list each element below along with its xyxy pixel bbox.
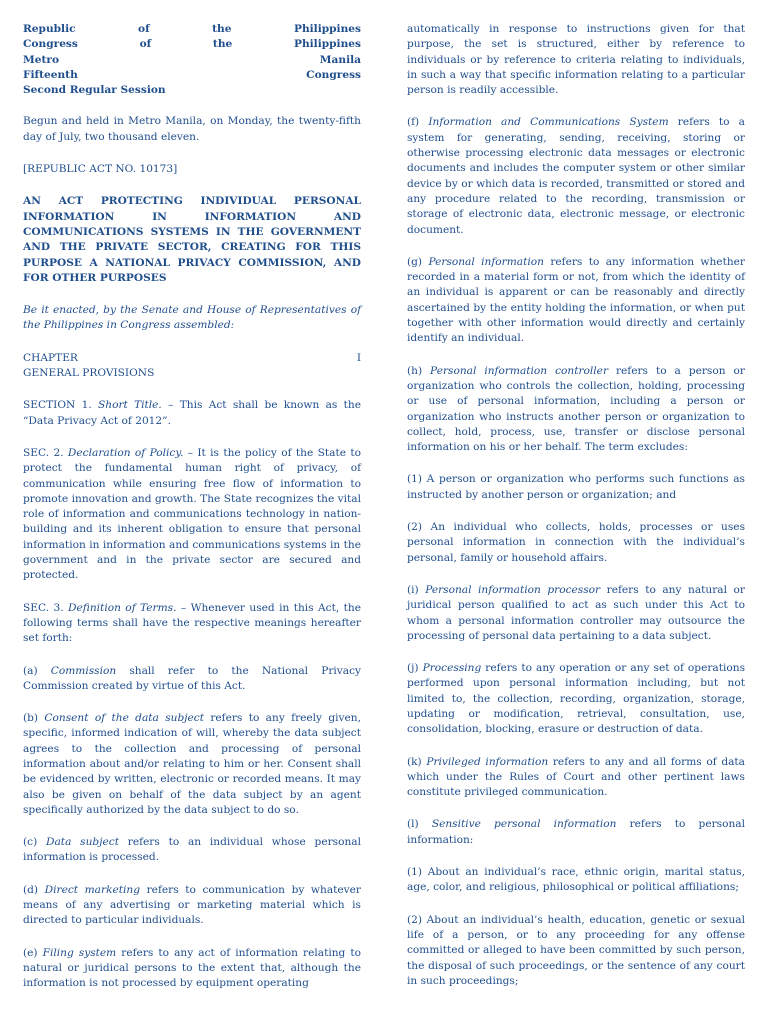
definition-term: Data subject (46, 836, 119, 849)
enacting-clause: Be it enacted, by the Senate and House of Representatives of the Philippines in Congress assembled: (23, 304, 361, 332)
definition-c (23, 835, 361, 866)
definition-f (407, 115, 745, 237)
section-body: – Whenever used in this Act, the following terms shall have the respective meanings hereafter set forth: (23, 601, 361, 645)
header-word: Manila (319, 53, 361, 66)
definition-lead: (j) (407, 662, 423, 675)
header-word: the (212, 38, 233, 51)
section-1 (23, 398, 361, 429)
section-lead: SEC. 2. (23, 446, 68, 459)
definition-e (23, 946, 361, 992)
section-body: – It is the policy of the State to protect the fundamental human right of privacy, of communication while ensuring free flow of information to promote innovation and growth. The State recognizes the vital role of information and communications technology in nation-building and its inherent obligation to ensure that personal information in information and communications systems in the government and in the private sector are secured and protected. (23, 446, 361, 582)
header-line (23, 37, 361, 52)
definition-term: Information and Communications System (428, 116, 669, 129)
definition-j (407, 661, 745, 737)
definition-lead: (c) (23, 836, 46, 849)
header-word: Philippines (293, 38, 361, 51)
definition-lead: (a) (23, 664, 51, 677)
definition-body: refers to any act of information relating to natural or juridical persons to the extent that, although the information is not processed by equipment operating (23, 946, 362, 990)
definition-term: Consent of the data subject (44, 712, 204, 725)
definition-l-item-1: (1) About an individual’s race, ethnic origin, marital status, age, color, and religious, philosophical or political affiliations; (407, 866, 745, 894)
definition-l-item-2: (2) About an individual’s health, education, genetic or sexual life of a person, or to any proceeding for any offense committed or alleged to have been committed by such person, the disposal of such proceedings, or the sentence of any court in such proceedings; (407, 913, 745, 987)
definition-lead: (k) (407, 755, 427, 768)
definition-term: Filing system (42, 946, 117, 959)
header-word: Republic (23, 23, 76, 35)
definition-body: refers to personal information: (407, 818, 746, 846)
chapter-line (23, 351, 361, 366)
header-session: Second Regular Session (23, 84, 166, 97)
definition-term: Direct marketing (44, 883, 141, 896)
section-body: – This Act shall be known as the “Data Privacy Act of 2012”. (23, 399, 361, 427)
definition-term: Sensitive personal information (431, 818, 617, 831)
definition-lead: (h) (407, 364, 431, 377)
chapter-heading (23, 351, 361, 382)
section-lead: SECTION 1. (23, 399, 98, 412)
definition-body: shall refer to the National Privacy Commission created by virtue of this Act. (23, 664, 361, 692)
definition-lead: (f) (407, 116, 429, 129)
document-header (23, 22, 361, 98)
definition-body: refers to any natural or juridical person qualified to act as such under this Act to whom a personal information controller may outsource the processing of personal data pertaining to a data subject. (407, 583, 745, 642)
definition-e-continued: automatically in response to instructions given for that purpose, the set is structured, either by reference to individuals or by reference to criteria relating to individuals, in such a way that specific information relating to a particular person is readily accessible. (407, 23, 745, 97)
begun-paragraph: Begun and held in Metro Manila, on Monday, the twenty-fifth day of July, two thousand eleven. (23, 115, 361, 143)
header-line (23, 53, 361, 68)
definition-term: Personal information (428, 255, 544, 268)
definition-l (407, 817, 745, 848)
definition-lead: (d) (23, 883, 45, 896)
header-word: the (212, 23, 232, 35)
section-heading: Short Title. (98, 399, 162, 412)
right-column (407, 22, 745, 1006)
definition-body: refers to a system for generating, sending, receiving, storing or otherwise processing electronic data messages or electronic documents and includes the computer system or other similar device by or which data is recorded, transmitted or stored and any procedure related to the recording, transmission or storage of electronic data, electronic message, or electronic document. (407, 116, 745, 236)
header-word: Congress (306, 68, 361, 81)
definition-h-item-2: (2) An individual who collects, holds, processes or uses personal information in connection with the individual’s personal, family or household affairs. (407, 521, 745, 564)
definition-term: Personal information processor (425, 583, 601, 596)
definition-lead: (l) (407, 818, 432, 831)
definition-term: Privileged information (426, 755, 549, 768)
definition-lead: (b) (23, 712, 45, 725)
section-2 (23, 446, 361, 584)
definition-term: Personal information controller (430, 364, 609, 377)
definition-term: Processing (422, 662, 482, 675)
header-word: of (138, 23, 150, 35)
definition-body: refers to any information whether recorded in a material form or not, from which the identity of an individual is apparent or can be reasonably and directly ascertained by the entity holding the information, or when put together with other information would directly and certainly identify an individual. (407, 255, 745, 345)
definition-term: Commission (50, 664, 117, 677)
definition-h (407, 364, 745, 456)
definition-g (407, 255, 745, 347)
definition-body: refers to any and all forms of data which under the Rules of Court and other pertinent laws constitute privileged communication. (407, 755, 745, 799)
definition-lead: (e) (23, 946, 43, 959)
definition-d (23, 883, 361, 929)
definition-a (23, 664, 361, 695)
header-word: Congress (23, 38, 78, 51)
header-word: Metro (23, 53, 60, 66)
header-word: Fifteenth (23, 68, 78, 81)
definition-lead: (g) (407, 255, 429, 268)
section-heading: Declaration of Policy. (67, 446, 184, 459)
chapter-name: GENERAL PROVISIONS (23, 367, 155, 380)
header-line (23, 22, 361, 37)
left-column (23, 22, 361, 1009)
section-heading: Definition of Terms. (68, 601, 177, 614)
definition-h-item-1: (1) A person or organization who performs such functions as instructed by another person or organization; and (407, 473, 745, 501)
header-line (23, 68, 361, 83)
republic-act-number: [REPUBLIC ACT NO. 10173] (23, 163, 178, 176)
section-3 (23, 601, 361, 647)
header-word: of (139, 38, 152, 51)
definition-lead: (i) (407, 583, 426, 596)
definition-body: refers to a person or organization who controls the collection, holding, processing or use of personal information, including a person or organization who instructs another person or organization to collect, hold, process, use, transfer or disclose personal information on his or her behalf. The term excludes: (407, 364, 745, 454)
chapter-label: CHAPTER (23, 351, 78, 364)
definition-body: refers to any operation or any set of operations performed upon personal information including, but not limited to, the collection, recording, organization, storage, updating or modification, retrieval, consultation, use, consolidation, blocking, erasure or destruction of data. (407, 662, 746, 736)
definition-k (407, 755, 745, 801)
chapter-number: I (356, 351, 361, 364)
definition-b (23, 711, 361, 818)
header-word: Philippines (293, 23, 361, 35)
act-title: AN ACT PROTECTING INDIVIDUAL PERSONAL INFORMATION IN INFORMATION AND COMMUNICATIONS SYSTEMS IN THE GOVERNMENT AND THE PRIVATE SECTOR, CREATING FOR THIS PURPOSE A NATIONAL PRIVACY COMMISSION, AND FOR OTHER PURPOSES (23, 195, 361, 284)
definition-body: refers to any freely given, specific, informed indication of will, whereby the data subject agrees to the collection and processing of personal information about and/or relating to him or her. Consent shall be evidenced by written, electronic or recorded means. It may also be given on behalf of the data subject by an agent specifically authorized by the data subject to do so. (23, 712, 361, 816)
definition-body: refers to communication by whatever means of any advertising or marketing material which is directed to particular individuals. (23, 883, 361, 927)
definition-i (407, 583, 745, 644)
section-lead: SEC. 3. (23, 601, 69, 614)
definition-body: refers to an individual whose personal information is processed. (23, 836, 361, 864)
